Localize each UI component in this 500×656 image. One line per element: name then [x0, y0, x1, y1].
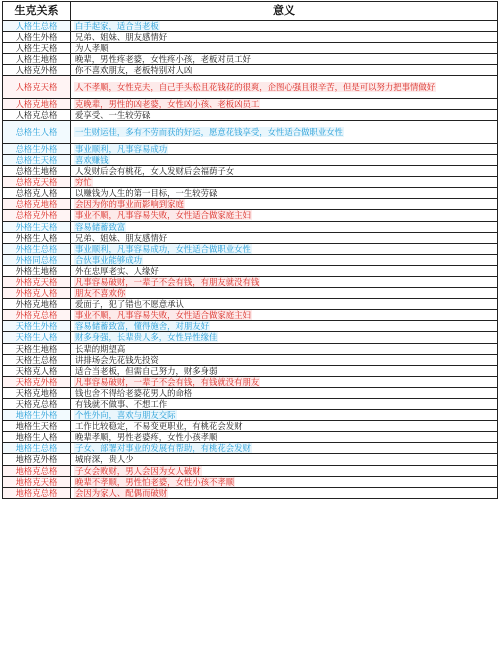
relationship-cell: 天格生外格 — [3, 321, 71, 332]
table-row — [3, 354, 498, 365]
meaning-text: 事业不顺，凡事容易失败，女性适合做家庭主妇 — [75, 310, 251, 321]
meaning-text: 长辈的期望高 — [75, 343, 126, 354]
meaning-cell — [71, 210, 498, 221]
relationship-cell: 天格克人格 — [3, 365, 71, 376]
meaning-cell — [71, 299, 498, 310]
meaning-cell — [71, 443, 498, 454]
table-row — [3, 232, 498, 243]
meaning-cell — [71, 254, 498, 265]
meaning-cell — [71, 32, 498, 43]
relationship-cell: 地格克外格 — [3, 454, 71, 465]
table-row — [3, 365, 498, 376]
relationship-cell: 天格克地格 — [3, 387, 71, 398]
meaning-cell — [71, 243, 498, 254]
relationship-cell: 外格生地格 — [3, 265, 71, 276]
relationship-cell: 外格生人格 — [3, 232, 71, 243]
relationship-cell: 地格生外格 — [3, 410, 71, 421]
meaning-cell — [71, 265, 498, 276]
meaning-cell — [71, 110, 498, 121]
meaning-text: 讲排场会先花钱先投资 — [75, 354, 159, 365]
relationship-cell: 地格克天格 — [3, 476, 71, 487]
relationship-cell: 天格克外格 — [3, 376, 71, 387]
table-row — [3, 54, 498, 65]
meaning-text: 为人孝顺 — [75, 43, 109, 54]
relationship-cell: 外格克地格 — [3, 299, 71, 310]
relationship-cell: 人格克外格 — [3, 65, 71, 76]
table-header-row — [3, 2, 498, 21]
meaning-text: 个性外向，喜欢与朋友交际 — [75, 410, 176, 421]
table-row — [3, 299, 498, 310]
meaning-cell — [71, 421, 498, 432]
relationship-cell: 天格生人格 — [3, 332, 71, 343]
meaning-text: 凡事容易破财，一辈子不会有钱，有朋友就没有钱 — [75, 276, 260, 287]
table-row — [3, 76, 498, 99]
relationship-cell: 总格生天格 — [3, 154, 71, 165]
meaning-cell — [71, 143, 498, 154]
table-row — [3, 376, 498, 387]
meaning-text: 朋友不喜欢你 — [75, 288, 126, 299]
meaning-text: 会因为你的事业而影响到家庭 — [75, 199, 184, 210]
relationship-cell: 地格生总格 — [3, 443, 71, 454]
meaning-text: 以赚钱为人生的第一目标，一生较劳碌 — [75, 188, 218, 199]
meaning-text: 穷忙 — [75, 177, 92, 188]
table-row — [3, 387, 498, 398]
meaning-text: 白手起家，适合当老板 — [75, 21, 159, 31]
meaning-text: 容易储蓄致富 — [75, 221, 126, 232]
relationship-cell: 总格生人格 — [3, 121, 71, 144]
table-row — [3, 143, 498, 154]
table-row — [3, 32, 498, 43]
relationship-cell: 地格生天格 — [3, 421, 71, 432]
table-row — [3, 399, 498, 410]
table-row — [3, 154, 498, 165]
meaning-text: 工作比较稳定，不易变更职业，有桃花会发财 — [75, 421, 243, 432]
meaning-cell — [71, 154, 498, 165]
table-row — [3, 43, 498, 54]
meaning-text: 城府深，贵人少 — [75, 454, 134, 465]
table-row — [3, 265, 498, 276]
relationship-cell: 人格克地格 — [3, 99, 71, 110]
table-row — [3, 332, 498, 343]
meaning-text: 子女会败财，男人会因为女人破财 — [75, 465, 201, 476]
meaning-text: 凡事容易破财，一辈子不会有钱，有钱就没有朋友 — [75, 376, 260, 387]
relationship-cell: 天格生总格 — [3, 354, 71, 365]
meaning-cell — [71, 221, 498, 232]
relationship-cell: 外格克人格 — [3, 288, 71, 299]
relationship-cell: 外格同总格 — [3, 254, 71, 265]
meaning-text: 兄弟、姐妹、朋友感情好 — [75, 32, 168, 43]
meaning-cell — [71, 432, 498, 443]
meaning-cell — [71, 177, 498, 188]
relationship-table-sheet — [2, 1, 498, 499]
meaning-text: 兄弟、姐妹、朋友感情好 — [75, 232, 168, 243]
meaning-text: 容易储蓄致富，懂得施舍，对朋友好 — [75, 321, 209, 332]
meaning-cell — [71, 387, 498, 398]
meaning-cell — [71, 310, 498, 321]
meaning-text: 爱面子，犯了错也不愿意承认 — [75, 299, 184, 310]
relationship-cell: 人格生天格 — [3, 43, 71, 54]
table-row — [3, 421, 498, 432]
meaning-text: 有钱就不做事、不想工作 — [75, 399, 168, 409]
meaning-cell — [71, 332, 498, 343]
table-row — [3, 321, 498, 332]
relationship-cell: 外格生天格 — [3, 221, 71, 232]
meaning-cell — [71, 288, 498, 299]
meaning-cell — [71, 476, 498, 487]
relationship-cell: 总格生外格 — [3, 143, 71, 154]
table-row — [3, 288, 498, 299]
meaning-text: 外在忠厚老实、人缘好 — [75, 265, 159, 276]
table-row — [3, 110, 498, 121]
table-row — [3, 454, 498, 465]
meaning-cell — [71, 365, 498, 376]
relationship-cell: 天格克总格 — [3, 399, 71, 410]
meaning-text: 晚辈不孝顺，男性怕老婆，女性小孩不孝顺 — [75, 476, 235, 487]
meaning-cell — [71, 99, 498, 110]
meaning-cell — [71, 199, 498, 210]
table-row — [3, 310, 498, 321]
table-row — [3, 166, 498, 177]
meaning-text: 财多身强，长辈贵人多，女性异性缘佳 — [75, 332, 218, 343]
table-body — [3, 21, 498, 499]
table-row — [3, 276, 498, 287]
meaning-text: 会因为家人、配偶而破财 — [75, 487, 168, 498]
meaning-text: 子女、部署对事业的发展有帮助，有桃花会发财 — [75, 443, 251, 454]
meaning-cell — [71, 343, 498, 354]
meaning-text: 你不喜欢朋友，老板特别对人凶 — [75, 65, 193, 76]
meaning-cell — [71, 454, 498, 465]
relationship-cell: 外格克天格 — [3, 276, 71, 287]
relationship-cell: 人格生总格 — [3, 21, 71, 32]
meaning-cell — [71, 399, 498, 410]
column-header-relationship: 生克关系 — [3, 2, 71, 21]
table-row — [3, 243, 498, 254]
relationship-cell: 总格生地格 — [3, 166, 71, 177]
meaning-cell — [71, 43, 498, 54]
meaning-text: 合伙事业能够成功 — [75, 254, 142, 265]
meaning-cell — [71, 354, 498, 365]
relationship-cell: 外格生总格 — [3, 243, 71, 254]
meaning-cell — [71, 121, 498, 144]
table-row — [3, 343, 498, 354]
table-row — [3, 476, 498, 487]
meaning-text: 喜欢赚钱 — [75, 154, 109, 165]
meaning-cell — [71, 232, 498, 243]
relationship-cell: 外格克总格 — [3, 310, 71, 321]
meaning-cell — [71, 54, 498, 65]
relationship-cell: 天格生地格 — [3, 343, 71, 354]
relationship-cell: 人格克总格 — [3, 110, 71, 121]
meaning-cell — [71, 321, 498, 332]
table-row — [3, 121, 498, 144]
table-row — [3, 199, 498, 210]
relationship-cell: 人格生地格 — [3, 54, 71, 65]
table-row — [3, 410, 498, 421]
table-row — [3, 210, 498, 221]
meaning-text: 一生财运佳，多有不劳而获的好运，愿意花钱享受，女性适合做职业女性 — [75, 127, 343, 137]
meaning-text: 晚辈，男性疼老婆，女性疼小孩，老板对员工好 — [75, 54, 251, 65]
table-row — [3, 221, 498, 232]
meaning-cell — [71, 465, 498, 476]
meaning-cell — [71, 21, 498, 32]
table-row — [3, 99, 498, 110]
meaning-text: 晚辈孝顺，男性老婆疼，女性小孩孝顺 — [75, 432, 218, 443]
meaning-text: 事业顺利，凡事容易成功 — [75, 143, 168, 154]
relationship-cell: 地格生人格 — [3, 432, 71, 443]
meaning-text: 事业不顺，凡事容易失败，女性适合做家庭主妇 — [75, 210, 251, 221]
meaning-cell — [71, 487, 498, 498]
relationship-cell: 人格克天格 — [3, 76, 71, 99]
meaning-cell — [71, 188, 498, 199]
table-row — [3, 65, 498, 76]
meaning-cell — [71, 65, 498, 76]
meaning-cell — [71, 166, 498, 177]
meaning-cell — [71, 276, 498, 287]
table-row — [3, 465, 498, 476]
meaning-cell — [71, 76, 498, 99]
relationship-cell: 总格克地格 — [3, 199, 71, 210]
meaning-text: 人不孝顺，女性克夫，自己手头松且花钱花的很爽，企图心强且很辛苦，但是可以努力把事情做好 — [75, 82, 436, 93]
relationship-table — [2, 1, 498, 499]
meaning-text: 事业顺利，凡事容易成功，女性适合做职业女性 — [75, 243, 251, 254]
meaning-text: 人发财后会有桃花，女人发财后会福荫子女 — [75, 166, 235, 177]
relationship-cell: 总格克人格 — [3, 188, 71, 199]
meaning-cell — [71, 376, 498, 387]
meaning-cell — [71, 410, 498, 421]
relationship-cell: 总格克外格 — [3, 210, 71, 221]
table-row — [3, 177, 498, 188]
relationship-cell: 地格克总格 — [3, 487, 71, 498]
meaning-text: 克晚辈，男性的凶老婆，女性凶小孩、老板凶员工 — [75, 99, 260, 110]
relationship-cell: 总格克天格 — [3, 177, 71, 188]
relationship-cell: 人格生外格 — [3, 32, 71, 43]
table-row — [3, 432, 498, 443]
table-row — [3, 254, 498, 265]
table-row — [3, 21, 498, 32]
meaning-text: 爱享受、一生较劳碌 — [75, 110, 151, 121]
table-row — [3, 188, 498, 199]
meaning-text: 钱也舍不得给老婆花男人的命格 — [75, 387, 193, 398]
table-row — [3, 487, 498, 498]
table-row — [3, 443, 498, 454]
column-header-meaning: 意义 — [71, 2, 498, 21]
meaning-text: 适合当老板，但需自己努力，财多身弱 — [75, 365, 218, 376]
relationship-cell: 地格克总格 — [3, 465, 71, 476]
